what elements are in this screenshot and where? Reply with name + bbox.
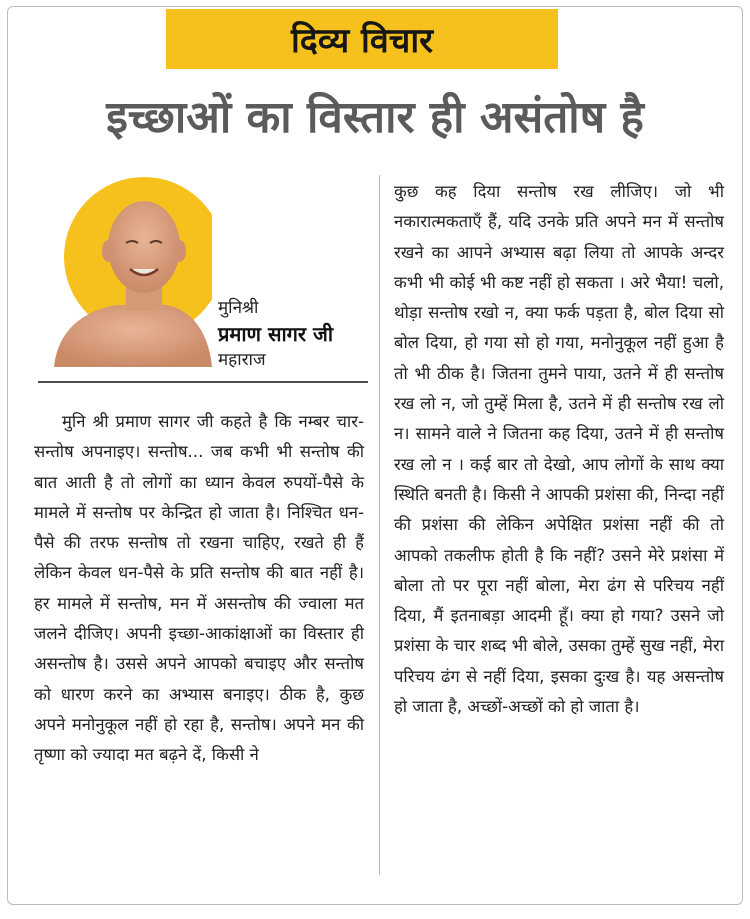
author-photo-illustration: [48, 177, 212, 367]
article-column-left: मुनि श्री प्रमाण सागर जी कहते है कि नम्बर चार- सन्तोष अपनाइए। सन्तोष... जब कभी भी सन्तोष की बात आती है तो लोगों का ध्यान केवल रुपयों-पैसे के मामले में सन्तोष पर केन्द्रित हो जाता है। निश्चित धन-पैसे की तरफ सन्तोष तो रखना चाहिए, रखते ही हैं लेकिन केवल धन-पैसे के प्रति सन्तोष की बात नहीं है। हर मामले में सन्तोष, मन में असन्तोष की ज्वाला मत जलने दीजिए। अपनी इच्छा-आकांक्षाओं का विस्तार ही असन्तोष है। उससे अपने आपको बचाइए और सन्तोष को धारण करने का अभ्यास बनाइए। ठीक है, कुछ अपने मनोनुकूल नहीं हो रहा है, सन्तोष। अपने मन की तृष्णा को ज्यादा मत बढ़ने दें, किसी ने: [34, 412, 364, 765]
article-headline: इच्छाओं का विस्तार ही असंतोष है: [106, 92, 644, 143]
author-title: महाराज: [218, 350, 266, 370]
author-byline: [218, 295, 333, 373]
author-honorific: मुनिश्री: [218, 298, 259, 318]
author-name: प्रमाण सागर जी: [218, 322, 334, 346]
section-banner: दिव्य विचार: [166, 9, 558, 69]
newspaper-clipping: [7, 6, 743, 905]
article-column-right: कुछ कह दिया सन्तोष रख लीजिए। जो भी नकारात्मकताएँ हैं, यदि उनके प्रति अपने मन में सन्तोष रखने का आपने अभ्यास बढ़ा लिया तो आपके अन्दर कभी भी कोई भी कष्ट नहीं हो सकता । अरे भैया! चलो, थोड़ा सन्तोष रखो न, क्या फर्क पड़ता है, बोल दिया सो बोल दिया, हो गया सो हो गया, मनोनुकूल नहीं हुआ है तो भी ठीक है। जितना तुमने पाया, उतने में ही सन्तोष रख लो न, जो तुम्हें मिला है, उतने में ही सन्तोष रख लो न। सामने वाले ने जितना कह दिया, उतने में ही सन्तोष रख लो न । कई बार तो देखो, आप लोगों के साथ क्या स्थिति बनती है। किसी ने आपकी प्रशंसा की, निन्दा नहीं की प्रशंसा की लेकिन अपेक्षित प्रशंसा नहीं की तो आपको तकलीफ होती है कि नहीं? उसने मेरे प्रशंसा में बोला तो पर पूरा नहीं बोला, मेरा ढंग से परिचय नहीं दिया, मैं इतनाबड़ा आदमी हूँ। क्या हो गया? उसने जो प्रशंसा के चार शब्द भी बोले, उसका तुम्हें सुख नहीं, मेरा परिचय ढंग से नहीं दिया, इसका दुःख है। यह असन्तोष हो जाता है, अच्छों-अच्छों को हो जाता है।: [394, 182, 724, 717]
column-divider: [379, 175, 380, 875]
byline-divider: [38, 381, 368, 383]
author-portrait: [48, 177, 212, 367]
portrait-head: [108, 201, 180, 293]
portrait-ear-left: [102, 240, 114, 262]
portrait-ear-right: [174, 240, 186, 262]
